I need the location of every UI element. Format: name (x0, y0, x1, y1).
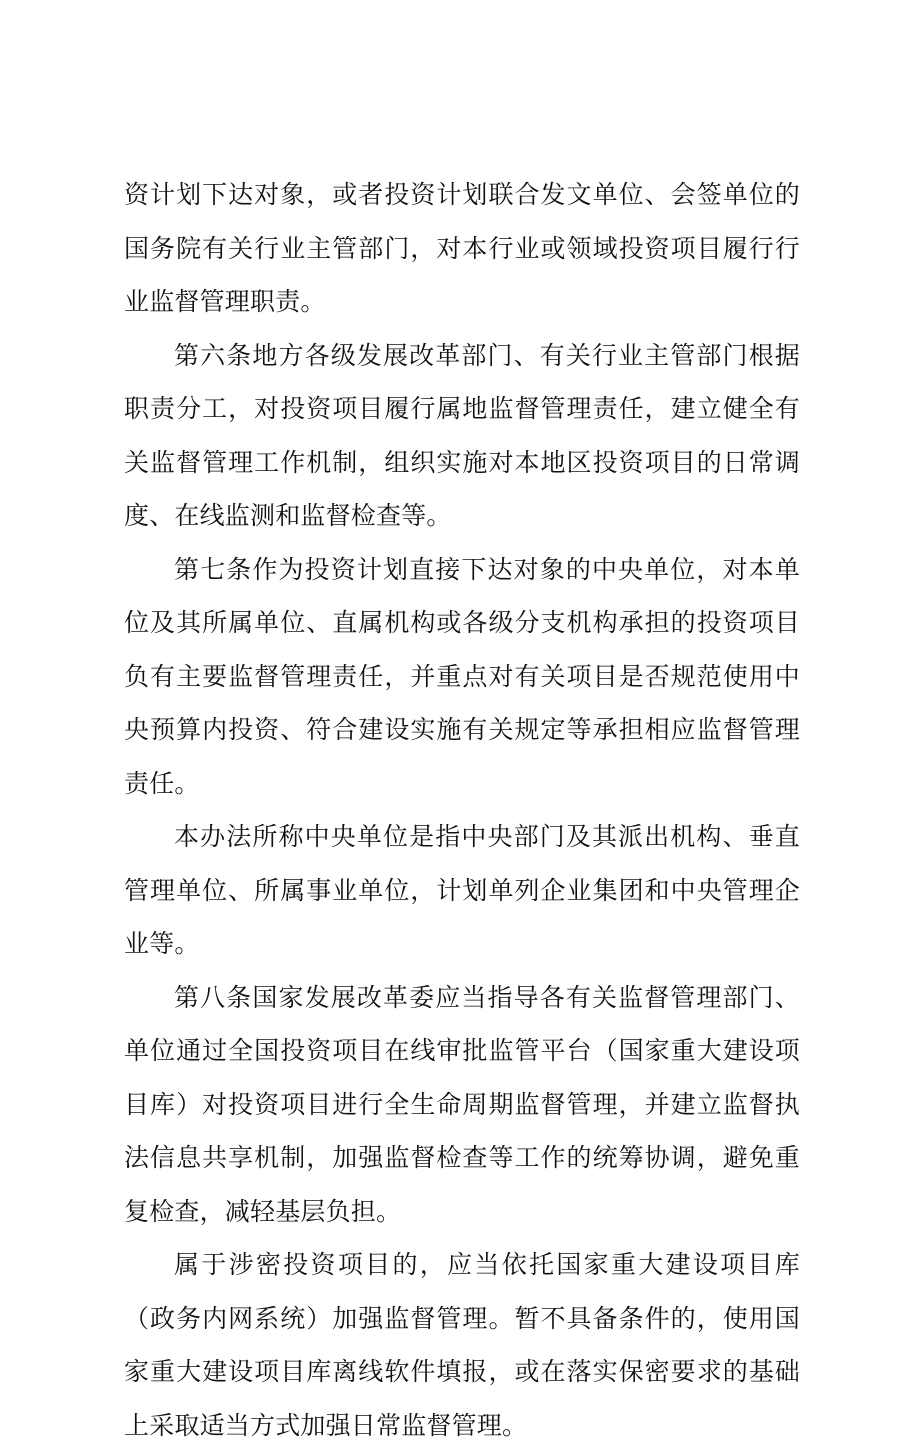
paragraph-continuation: 资计划下达对象，或者投资计划联合发文单位、会签单位的国务院有关行业主管部门，对本行业或领域投资项目履行行业监督管理职责。 (124, 180, 800, 316)
paragraph-article-6: 第六条地方各级发展改革部门、有关行业主管部门根据职责分工，对投资项目履行属地监督管理责任，建立健全有关监督管理工作机制，组织实施对本地区投资项目的日常调度、在线监测和监督检查等。 (124, 340, 800, 530)
paragraph-central-unit-definition: 本办法所称中央单位是指中央部门及其派出机构、垂直管理单位、所属事业单位，计划单列企业集团和中央管理企业等。 (124, 822, 800, 958)
paragraph-article-7: 第七条作为投资计划直接下达对象的中央单位，对本单位及其所属单位、直属机构或各级分支机构承担的投资项目负有主要监督管理责任，并重点对有关项目是否规范使用中央预算内投资、符合建设实施有关规定等承担相应监督管理责任。 (124, 554, 800, 798)
document-body (124, 168, 800, 1452)
paragraph-classified-projects: 属于涉密投资项目的，应当依托国家重大建设项目库（政务内网系统）加强监督管理。暂不具备条件的，使用国家重大建设项目库离线软件填报，或在落实保密要求的基础上采取适当方式加强日常监督管理。 (124, 1250, 800, 1440)
paragraph-article-8: 第八条国家发展改革委应当指导各有关监督管理部门、单位通过全国投资项目在线审批监管平台（国家重大建设项目库）对投资项目进行全生命周期监督管理，并建立监督执法信息共享机制，加强监督检查等工作的统筹协调，避免重复检查，减轻基层负担。 (124, 982, 800, 1226)
